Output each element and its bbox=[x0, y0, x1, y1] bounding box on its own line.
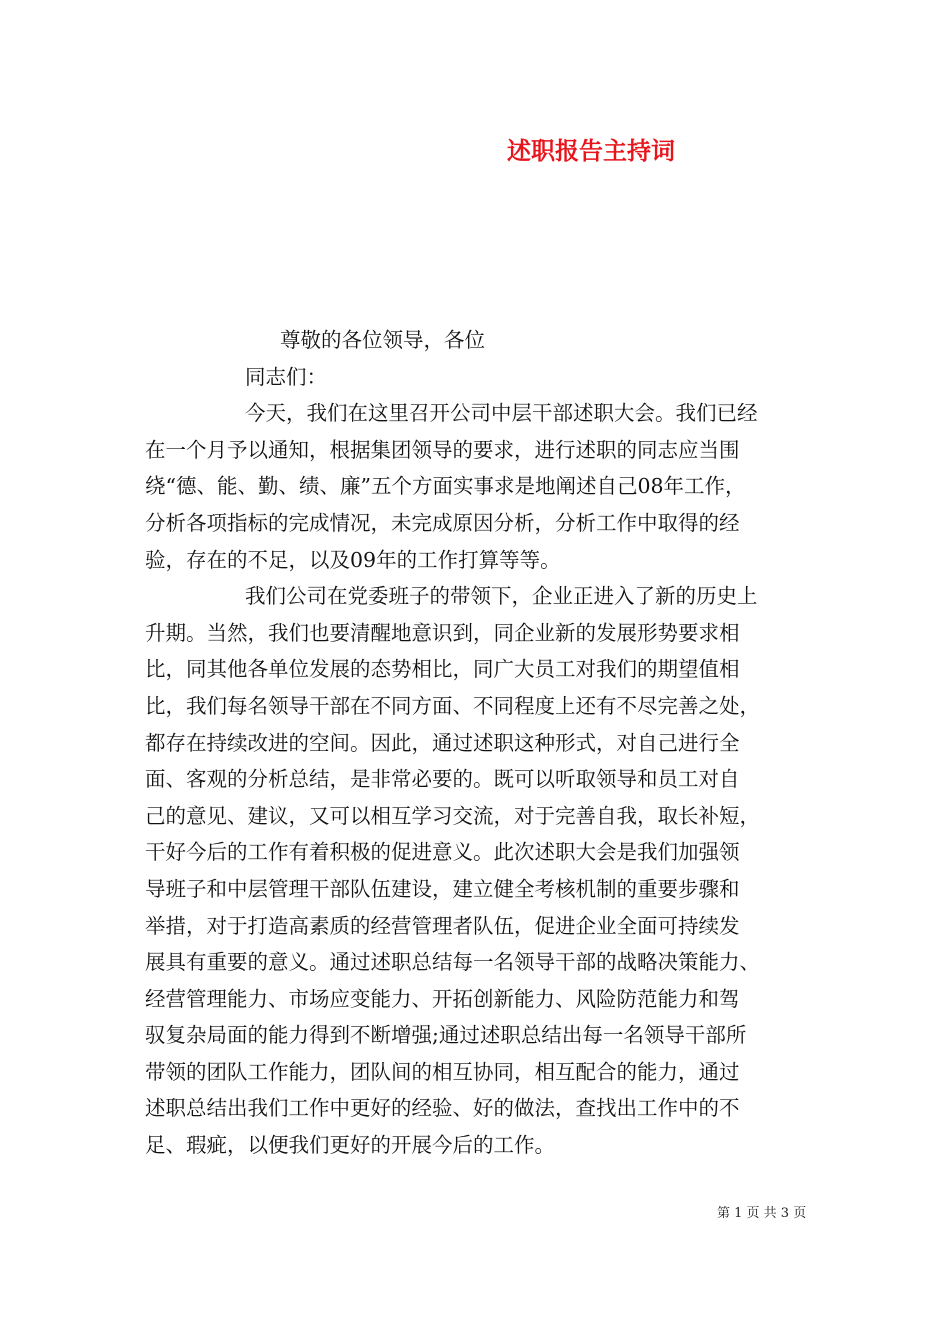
paragraph-2-line: 导班子和中层管理干部队伍建设，建立健全考核机制的重要步骤和 bbox=[145, 876, 740, 901]
paragraph-2-line: 比，同其他各单位发展的态势相比，同广大员工对我们的期望值相 bbox=[145, 657, 740, 682]
paragraph-2-line: 展具有重要的意义。通过述职总结每一名领导干部的战略决策能力、 bbox=[145, 950, 760, 975]
paragraph-2-line: 干好今后的工作有着积极的促进意义。此次述职大会是我们加强领 bbox=[145, 840, 740, 865]
salutation-line-2: 同志们： bbox=[245, 364, 327, 389]
paragraph-2-line: 经营管理能力、市场应变能力、开拓创新能力、风险防范能力和驾 bbox=[145, 986, 740, 1011]
document-title: 述职报告主持词 bbox=[507, 137, 675, 165]
paragraph-2-line: 驭复杂局面的能力得到不断增强;通过述职总结出每一名领导干部所 bbox=[145, 1023, 747, 1048]
paragraph-2-line: 升期。当然，我们也要清醒地意识到，同企业新的发展形势要求相 bbox=[145, 620, 740, 645]
paragraph-1 bbox=[145, 395, 815, 578]
salutation-line-1: 尊敬的各位领导，各位 bbox=[280, 328, 485, 352]
paragraph-1-line: 在一个月予以通知，根据集团领导的要求，进行述职的同志应当围 bbox=[145, 437, 740, 462]
document-body bbox=[145, 322, 815, 1164]
paragraph-1-line: 绕“德、能、勤、绩、廉”五个方面实事求是地阐述自己08年工作， bbox=[145, 474, 746, 499]
paragraph-1-line: 今天，我们在这里召开公司中层干部述职大会。我们已经 bbox=[245, 401, 758, 426]
paragraph-2-line: 己的意见、建议，又可以相互学习交流，对于完善自我，取长补短， bbox=[145, 803, 760, 828]
paragraph-2-line: 足、瑕疵，以便我们更好的开展今后的工作。 bbox=[145, 1133, 555, 1158]
paragraph-2-line: 述职总结出我们工作中更好的经验、好的做法，查找出工作中的不 bbox=[145, 1096, 740, 1121]
paragraph-1-line: 验，存在的不足，以及09年的工作打算等等。 bbox=[145, 547, 561, 572]
page-number-footer: 第 1 页 共 3 页 bbox=[717, 1206, 807, 1221]
paragraph-2 bbox=[145, 578, 815, 1164]
paragraph-2-line: 带领的团队工作能力，团队间的相互协同，相互配合的能力，通过 bbox=[145, 1059, 740, 1084]
paragraph-2-line: 都存在持续改进的空间。因此，通过述职这种形式，对自己进行全 bbox=[145, 730, 740, 755]
paragraph-2-line: 比，我们每名领导干部在不同方面、不同程度上还有不尽完善之处， bbox=[145, 693, 760, 718]
paragraph-2-line: 面、客观的分析总结，是非常必要的。既可以听取领导和员工对自 bbox=[145, 767, 740, 792]
paragraph-1-line: 分析各项指标的完成情况，未完成原因分析，分析工作中取得的经 bbox=[145, 510, 740, 535]
paragraph-2-line: 举措，对于打造高素质的经营管理者队伍，促进企业全面可持续发 bbox=[145, 913, 740, 938]
paragraph-2-line: 我们公司在党委班子的带领下，企业正进入了新的历史上 bbox=[245, 584, 758, 609]
